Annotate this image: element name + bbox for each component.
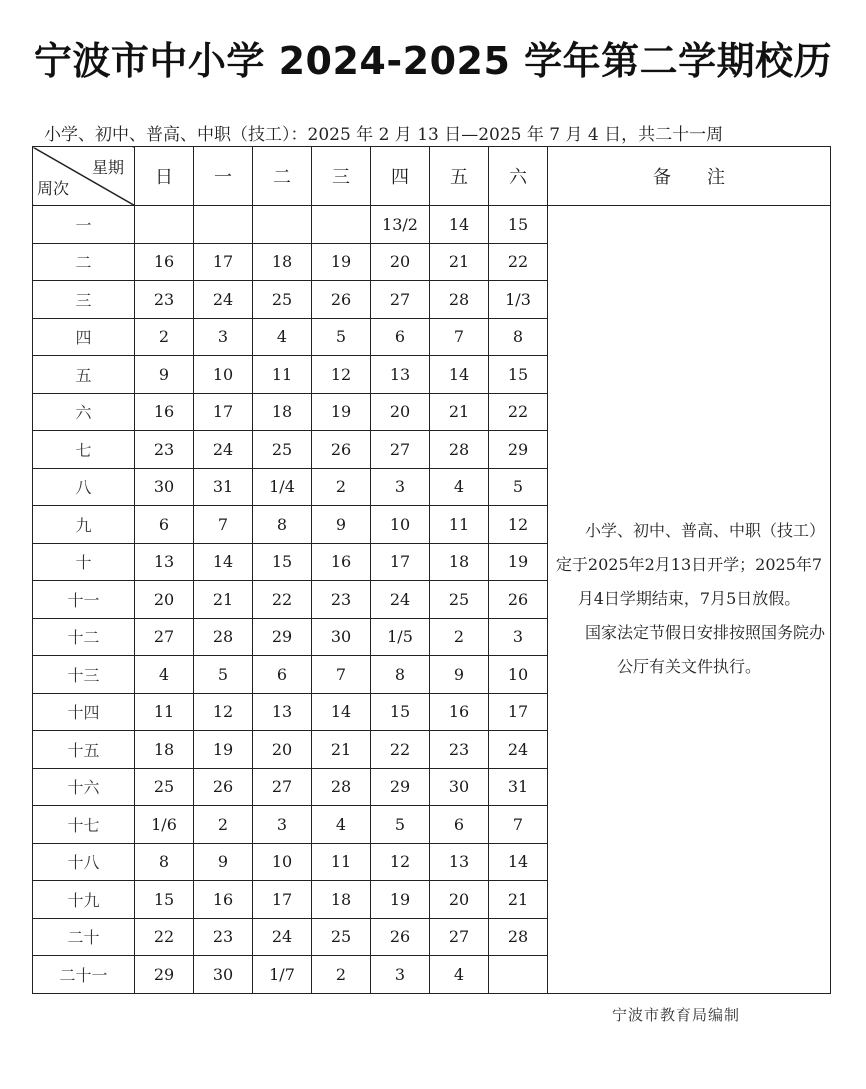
week-number-cell: 十一: [33, 581, 135, 619]
date-cell: 9: [135, 356, 194, 394]
header-row: [33, 147, 831, 206]
date-cell: 21: [430, 393, 489, 431]
date-cell: 25: [253, 281, 312, 319]
date-cell: 20: [430, 881, 489, 919]
date-cell: 1/6: [135, 806, 194, 844]
date-cell: 10: [194, 356, 253, 394]
date-cell: 17: [194, 393, 253, 431]
date-cell: 18: [253, 243, 312, 281]
date-cell: 27: [253, 768, 312, 806]
date-cell: 28: [430, 431, 489, 469]
date-cell: 27: [430, 918, 489, 956]
date-cell: 26: [371, 918, 430, 956]
day-header-tue: 二: [253, 147, 312, 206]
date-cell: 16: [135, 243, 194, 281]
date-cell: 4: [430, 468, 489, 506]
notes-cell: [548, 206, 831, 994]
date-cell: 17: [194, 243, 253, 281]
week-number-cell: 十五: [33, 731, 135, 769]
date-cell: 13/2: [371, 206, 430, 244]
date-cell: 4: [430, 956, 489, 994]
date-cell: 2: [430, 618, 489, 656]
date-cell: 19: [194, 731, 253, 769]
day-header-sun: 日: [135, 147, 194, 206]
date-cell: 16: [194, 881, 253, 919]
date-cell: 3: [371, 468, 430, 506]
school-calendar-table: [32, 146, 831, 994]
date-cell: 12: [194, 693, 253, 731]
date-cell: 30: [194, 956, 253, 994]
date-cell: 24: [371, 581, 430, 619]
date-cell: 15: [135, 881, 194, 919]
date-cell: 16: [312, 543, 371, 581]
week-number-cell: 五: [33, 356, 135, 394]
date-cell: 24: [253, 918, 312, 956]
week-number-cell: 十八: [33, 843, 135, 881]
date-cell: 30: [312, 618, 371, 656]
week-number-cell: 三: [33, 281, 135, 319]
date-cell: 26: [489, 581, 548, 619]
date-cell: 21: [430, 243, 489, 281]
date-cell: 6: [371, 318, 430, 356]
date-cell: 11: [312, 843, 371, 881]
date-cell: 22: [135, 918, 194, 956]
date-cell: 26: [312, 431, 371, 469]
date-cell: 29: [135, 956, 194, 994]
date-cell: 13: [253, 693, 312, 731]
date-cell: 2: [312, 956, 371, 994]
date-cell: [312, 206, 371, 244]
date-cell: 29: [253, 618, 312, 656]
week-number-cell: 二: [33, 243, 135, 281]
date-cell: 27: [371, 281, 430, 319]
date-cell: 20: [371, 393, 430, 431]
date-cell: 2: [194, 806, 253, 844]
date-cell: 15: [489, 206, 548, 244]
corner-header-cell: [33, 147, 135, 206]
date-cell: 17: [489, 693, 548, 731]
table-row: [33, 206, 831, 244]
date-cell: 12: [312, 356, 371, 394]
date-cell: 19: [312, 393, 371, 431]
date-cell: 29: [371, 768, 430, 806]
week-number-cell: 一: [33, 206, 135, 244]
date-cell: 19: [489, 543, 548, 581]
date-cell: 7: [489, 806, 548, 844]
date-cell: 23: [135, 281, 194, 319]
date-cell: 3: [489, 618, 548, 656]
week-number-cell: 九: [33, 506, 135, 544]
date-cell: 9: [430, 656, 489, 694]
date-cell: 30: [430, 768, 489, 806]
day-header-fri: 五: [430, 147, 489, 206]
date-cell: 15: [253, 543, 312, 581]
date-cell: [194, 206, 253, 244]
date-cell: 4: [253, 318, 312, 356]
date-cell: 9: [194, 843, 253, 881]
date-cell: 13: [135, 543, 194, 581]
date-cell: 20: [135, 581, 194, 619]
date-cell: 25: [135, 768, 194, 806]
week-number-cell: 六: [33, 393, 135, 431]
date-cell: 18: [135, 731, 194, 769]
date-cell: 28: [194, 618, 253, 656]
week-number-cell: 十六: [33, 768, 135, 806]
week-number-cell: 十二: [33, 618, 135, 656]
date-cell: 24: [194, 431, 253, 469]
date-cell: 31: [194, 468, 253, 506]
date-cell: 28: [312, 768, 371, 806]
date-cell: 3: [371, 956, 430, 994]
date-cell: 25: [253, 431, 312, 469]
date-cell: 3: [253, 806, 312, 844]
date-cell: 22: [489, 243, 548, 281]
date-cell: 30: [135, 468, 194, 506]
day-header-wed: 三: [312, 147, 371, 206]
date-cell: 10: [371, 506, 430, 544]
date-cell: 14: [194, 543, 253, 581]
week-number-cell: 十: [33, 543, 135, 581]
date-cell: 29: [489, 431, 548, 469]
date-cell: 11: [253, 356, 312, 394]
date-cell: 1/5: [371, 618, 430, 656]
date-cell: 18: [253, 393, 312, 431]
date-cell: 21: [312, 731, 371, 769]
date-cell: 10: [489, 656, 548, 694]
date-cell: 5: [194, 656, 253, 694]
date-cell: 20: [371, 243, 430, 281]
week-number-cell: 十七: [33, 806, 135, 844]
date-cell: 23: [312, 581, 371, 619]
date-cell: 7: [194, 506, 253, 544]
date-cell: 23: [135, 431, 194, 469]
week-number-cell: 十四: [33, 693, 135, 731]
date-cell: [253, 206, 312, 244]
date-cell: 4: [312, 806, 371, 844]
date-cell: 13: [371, 356, 430, 394]
date-cell: 7: [312, 656, 371, 694]
week-number-cell: 二十一: [33, 956, 135, 994]
date-cell: 21: [194, 581, 253, 619]
date-cell: 14: [430, 356, 489, 394]
date-cell: 20: [253, 731, 312, 769]
day-header-mon: 一: [194, 147, 253, 206]
date-cell: 8: [135, 843, 194, 881]
date-cell: [489, 956, 548, 994]
date-cell: 12: [371, 843, 430, 881]
date-cell: 1/4: [253, 468, 312, 506]
date-cell: 22: [253, 581, 312, 619]
date-cell: 23: [194, 918, 253, 956]
date-cell: 27: [135, 618, 194, 656]
date-cell: [135, 206, 194, 244]
date-cell: 15: [371, 693, 430, 731]
date-cell: 11: [430, 506, 489, 544]
week-axis-label: 周次: [37, 179, 70, 198]
date-cell: 28: [489, 918, 548, 956]
notes-header: 备 注: [548, 147, 831, 206]
date-cell: 17: [371, 543, 430, 581]
week-number-cell: 八: [33, 468, 135, 506]
week-number-cell: 七: [33, 431, 135, 469]
date-cell: 9: [312, 506, 371, 544]
date-cell: 8: [371, 656, 430, 694]
date-cell: 22: [489, 393, 548, 431]
page-title: 宁波市中小学 2024-2025 学年第二学期校历: [33, 39, 833, 83]
date-cell: 18: [430, 543, 489, 581]
date-cell: 17: [253, 881, 312, 919]
date-cell: 4: [135, 656, 194, 694]
date-cell: 18: [312, 881, 371, 919]
date-cell: 12: [489, 506, 548, 544]
date-cell: 5: [312, 318, 371, 356]
date-cell: 16: [135, 393, 194, 431]
week-number-cell: 十三: [33, 656, 135, 694]
date-cell: 7: [430, 318, 489, 356]
date-cell: 28: [430, 281, 489, 319]
date-cell: 1/3: [489, 281, 548, 319]
date-cell: 6: [253, 656, 312, 694]
day-header-sat: 六: [489, 147, 548, 206]
week-number-cell: 四: [33, 318, 135, 356]
date-cell: 5: [371, 806, 430, 844]
date-cell: 2: [135, 318, 194, 356]
date-cell: 6: [430, 806, 489, 844]
date-cell: 22: [371, 731, 430, 769]
date-cell: 26: [194, 768, 253, 806]
date-cell: 31: [489, 768, 548, 806]
date-cell: 14: [312, 693, 371, 731]
issuer-footer: 宁波市教育局编制: [612, 1006, 741, 1024]
date-cell: 2: [312, 468, 371, 506]
week-number-cell: 二十: [33, 918, 135, 956]
date-cell: 15: [489, 356, 548, 394]
date-cell: 8: [253, 506, 312, 544]
date-cell: 11: [135, 693, 194, 731]
date-cell: 19: [371, 881, 430, 919]
date-cell: 25: [312, 918, 371, 956]
date-cell: 24: [194, 281, 253, 319]
date-cell: 26: [312, 281, 371, 319]
date-cell: 13: [430, 843, 489, 881]
date-cell: 25: [430, 581, 489, 619]
date-cell: 19: [312, 243, 371, 281]
date-cell: 14: [489, 843, 548, 881]
date-cell: 6: [135, 506, 194, 544]
weekday-axis-label: 星期: [91, 158, 124, 177]
date-cell: 5: [489, 468, 548, 506]
day-header-thu: 四: [371, 147, 430, 206]
date-cell: 1/7: [253, 956, 312, 994]
date-cell: 24: [489, 731, 548, 769]
date-cell: 21: [489, 881, 548, 919]
date-cell: 23: [430, 731, 489, 769]
notes-paragraph-schedule: 小学、初中、普高、中职（技工）定于2025年2月13日开学；2025年7月4日学期结束，7月5日放假。: [555, 521, 825, 609]
date-cell: 14: [430, 206, 489, 244]
date-cell: 10: [253, 843, 312, 881]
date-cell: 16: [430, 693, 489, 731]
week-number-cell: 十九: [33, 881, 135, 919]
date-cell: 27: [371, 431, 430, 469]
term-summary: 小学、初中、普高、中职（技工）：2025 年 2 月 13 日—2025 年 7 月 4 日，共二十一周: [44, 125, 724, 145]
date-cell: 8: [489, 318, 548, 356]
date-cell: 3: [194, 318, 253, 356]
notes-paragraph-holidays: 国家法定节假日安排按照国务院办公厅有关文件执行。: [584, 623, 825, 677]
